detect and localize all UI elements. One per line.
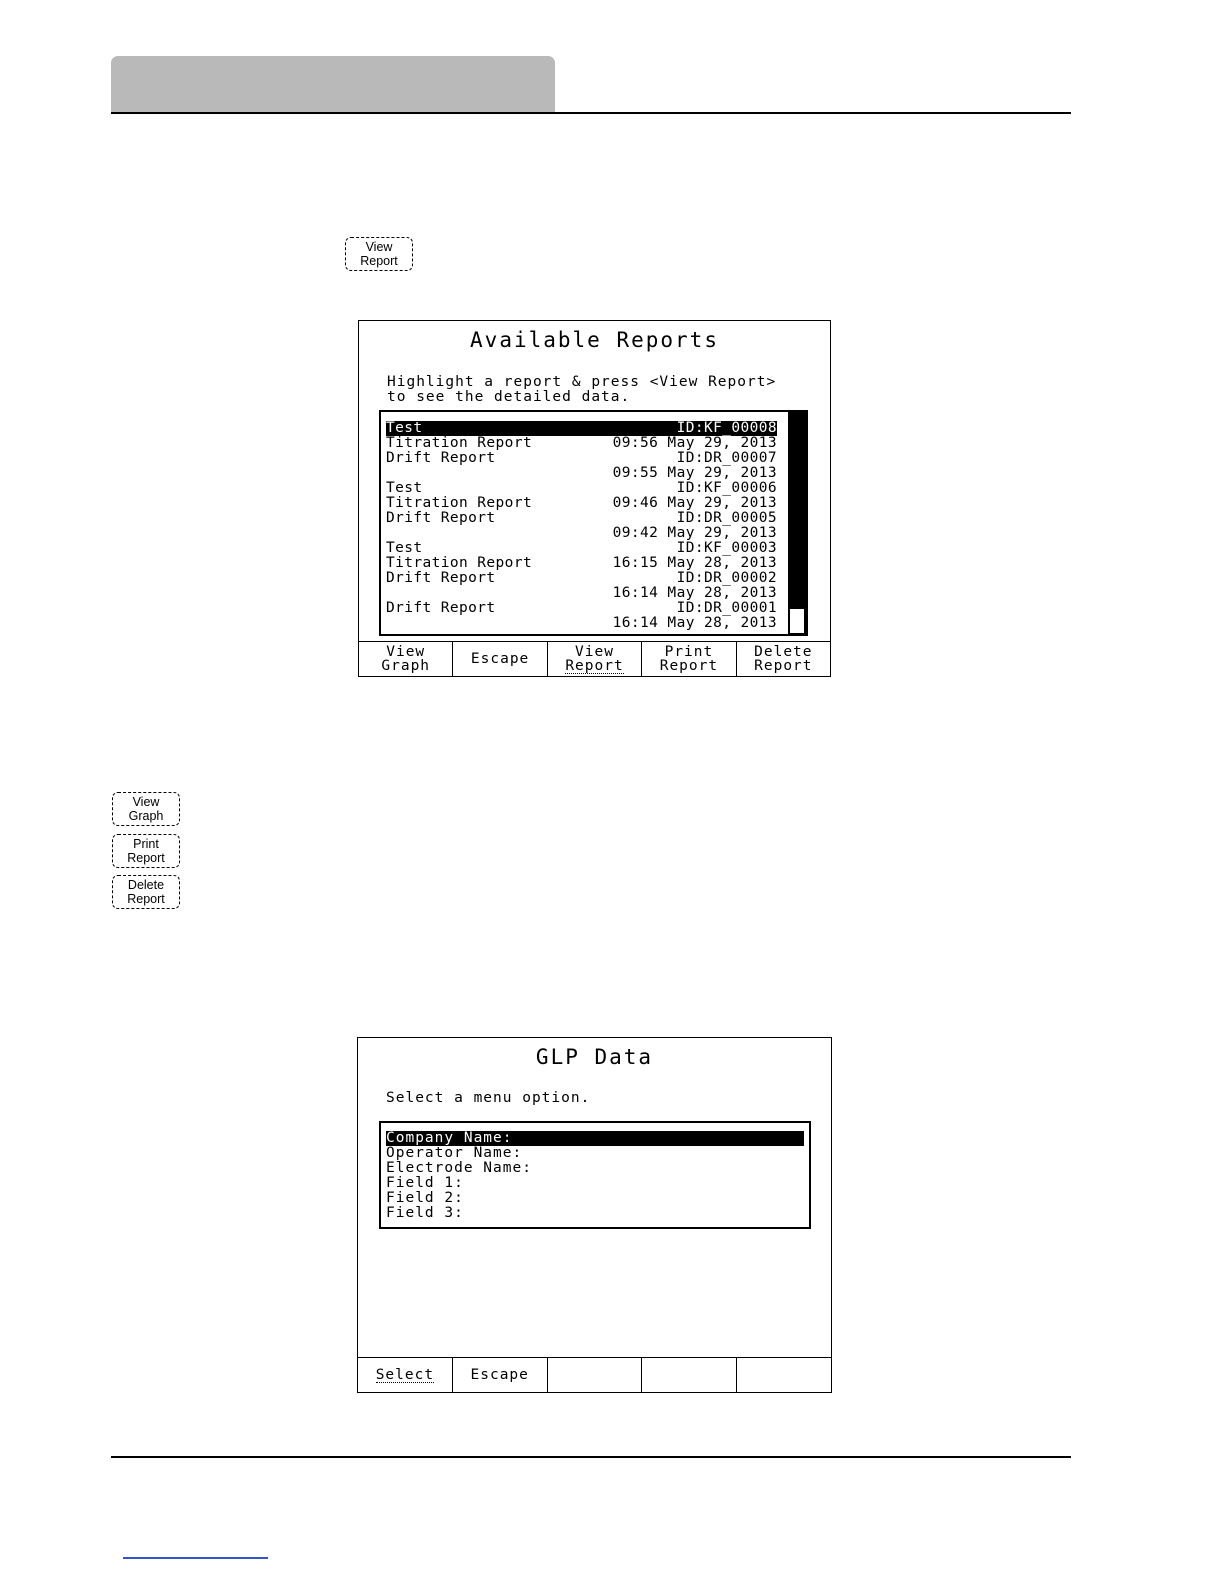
glp-menu-item[interactable]: Field 2:: [386, 1190, 464, 1206]
glp-menu-item[interactable]: Company Name:: [386, 1131, 804, 1146]
glp-menu-item[interactable]: Field 1:: [386, 1175, 464, 1191]
instruction-line-1: Highlight a report & press <View Report>: [387, 374, 777, 390]
glp-data-screen: [357, 1037, 832, 1393]
report-row-name: Drift Report: [386, 600, 496, 616]
softkey-label: Report: [565, 657, 624, 674]
report-row-detail: ID:KF_00003: [676, 540, 777, 556]
softkey-label: View: [575, 643, 614, 660]
key-label-line1: View: [132, 795, 160, 809]
report-row-name: Test: [386, 540, 423, 556]
softkey-view-graph[interactable]: [359, 642, 453, 676]
softkey-label: Print: [664, 644, 714, 660]
report-row-detail: ID:DR_00007: [676, 450, 777, 466]
footer-link-underline[interactable]: [123, 1557, 268, 1559]
report-row-name: Titration Report: [386, 495, 533, 511]
report-row-detail: 09:46 May 29, 2013: [612, 495, 777, 511]
key-label-line1: Print: [133, 837, 159, 851]
report-list[interactable]: [379, 410, 808, 636]
softkey-escape[interactable]: [453, 642, 547, 676]
report-row-name: Titration Report: [386, 435, 533, 451]
view-graph-key[interactable]: [112, 792, 180, 826]
glp-menu-list[interactable]: [379, 1121, 811, 1229]
softkey-blank[interactable]: [737, 1358, 831, 1392]
instruction-line-2: to see the detailed data.: [387, 389, 631, 405]
report-row[interactable]: [386, 496, 777, 511]
report-row[interactable]: [386, 511, 777, 526]
report-row-name: Drift Report: [386, 450, 496, 466]
report-row-detail: 09:42 May 29, 2013: [612, 525, 777, 541]
report-row[interactable]: [386, 556, 777, 571]
report-row-detail: ID:DR_00001: [676, 600, 777, 616]
report-row[interactable]: [386, 436, 777, 451]
report-row[interactable]: [386, 586, 777, 601]
softkey-label: Escape: [470, 1367, 529, 1383]
key-label-line1: View: [365, 240, 393, 254]
softkey-view-report[interactable]: [548, 642, 642, 676]
report-row-name: Test: [386, 480, 423, 496]
softkey-label: Select: [375, 1366, 435, 1383]
screen-title: Available Reports: [470, 328, 719, 352]
report-row-detail: 09:56 May 29, 2013: [612, 435, 777, 451]
report-row[interactable]: [386, 616, 777, 631]
softkey-delete-report[interactable]: [737, 642, 830, 676]
report-row[interactable]: [386, 466, 777, 481]
softkey-select[interactable]: [358, 1358, 453, 1392]
softkey-label: Report: [659, 658, 719, 674]
report-row-name: Titration Report: [386, 555, 533, 571]
softkey-label: View: [386, 644, 426, 660]
section-header-tab: [111, 56, 555, 112]
glp-menu-item[interactable]: Operator Name:: [386, 1145, 523, 1161]
report-row-detail: ID:KF_00006: [676, 480, 777, 496]
report-row-detail: 16:15 May 28, 2013: [612, 555, 777, 571]
report-row[interactable]: [386, 481, 777, 496]
glp-menu-item[interactable]: Field 3:: [386, 1205, 464, 1221]
footer-rule: [111, 1456, 1071, 1458]
key-label-line1: Delete: [127, 878, 165, 892]
softkey-blank[interactable]: [548, 1358, 643, 1392]
report-row-detail: ID:DR_00005: [676, 510, 777, 526]
reports-softkey-bar: [359, 641, 830, 676]
report-row[interactable]: [386, 421, 777, 436]
scrollbar-thumb[interactable]: [789, 608, 805, 634]
softkey-label: Delete: [754, 644, 813, 660]
report-row[interactable]: [386, 541, 777, 556]
header-rule: [111, 112, 1071, 114]
key-label-line2: Graph: [128, 809, 164, 823]
softkey-label: Graph: [381, 658, 431, 674]
instruction-line: Select a menu option.: [386, 1090, 591, 1106]
report-row-detail: 09:55 May 29, 2013: [612, 465, 777, 481]
report-row-name: Drift Report: [386, 570, 496, 586]
report-row[interactable]: [386, 526, 777, 541]
report-row[interactable]: [386, 571, 777, 586]
report-row-detail: ID:KF_00008: [676, 420, 777, 436]
scrollbar[interactable]: [788, 412, 806, 634]
report-row[interactable]: [386, 601, 777, 616]
softkey-print-report[interactable]: [642, 642, 736, 676]
available-reports-screen: [358, 320, 831, 677]
report-row-detail: 16:14 May 28, 2013: [612, 615, 777, 631]
key-label-line2: Report: [127, 892, 165, 906]
softkey-label: Escape: [470, 651, 530, 667]
delete-report-key[interactable]: [112, 875, 180, 909]
report-row-detail: 16:14 May 28, 2013: [612, 585, 777, 601]
softkey-blank[interactable]: [642, 1358, 737, 1392]
report-row-name: Test: [386, 420, 423, 436]
view-report-key[interactable]: [345, 237, 413, 271]
softkey-label: Report: [754, 658, 813, 674]
report-row-name: Drift Report: [386, 510, 496, 526]
print-report-key[interactable]: [112, 834, 180, 868]
key-label-line2: Report: [127, 851, 165, 865]
report-row[interactable]: [386, 451, 777, 466]
report-row-detail: ID:DR_00002: [676, 570, 777, 586]
softkey-escape[interactable]: [453, 1358, 548, 1392]
glp-menu-item[interactable]: Electrode Name:: [386, 1160, 532, 1176]
screen-title: GLP Data: [535, 1045, 654, 1069]
glp-softkey-bar: [358, 1357, 831, 1392]
key-label-line2: Report: [360, 254, 398, 268]
